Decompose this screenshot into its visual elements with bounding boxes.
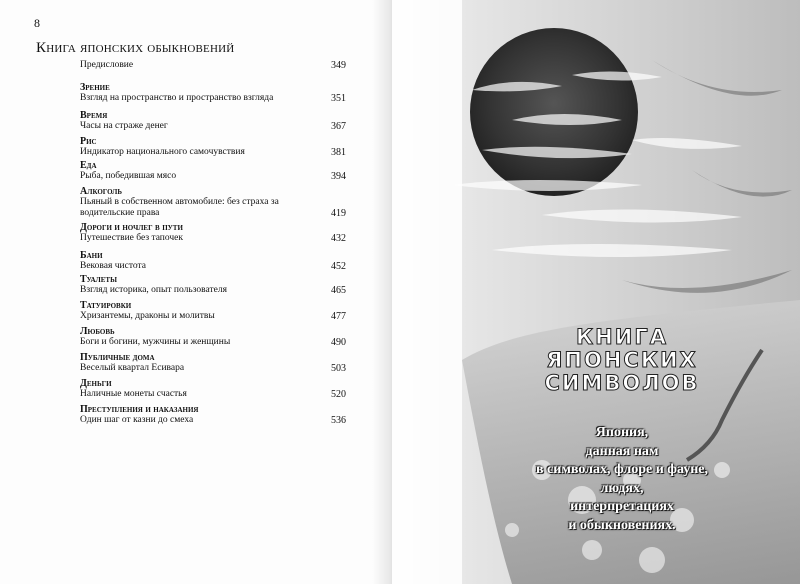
toc-page-number: 520 <box>331 389 346 400</box>
cover-subtitle-line: данная нам <box>585 443 659 459</box>
cover-subtitle-line: интерпретациях <box>570 499 674 514</box>
toc-page-number: 452 <box>331 261 346 272</box>
toc-section-subtitle: Веселый квартал Есивара <box>80 363 185 373</box>
toc-section-subtitle: Пьяный в собственном автомобиле: без страха за водительские права <box>80 197 279 218</box>
toc-page-number: 394 <box>331 171 346 182</box>
toc-page-number: 432 <box>331 233 346 244</box>
page-number: 8 <box>34 16 40 30</box>
toc-section-subtitle: Наличные монеты счастья <box>80 389 187 399</box>
cover-title-line: ЯПОНСКИХ <box>546 348 698 372</box>
toc-entry <box>80 160 346 182</box>
toc-page-number: 381 <box>331 147 346 158</box>
toc-section-subtitle: Путешествие без тапочек <box>80 233 184 243</box>
toc-entry <box>80 222 346 244</box>
toc-page-number: 503 <box>331 363 346 374</box>
toc-section-subtitle: Часы на страже денег <box>80 121 168 131</box>
toc-section-subtitle: Индикатор национального самочувствия <box>80 147 245 157</box>
cover-title-line: СИМВОЛОВ <box>544 371 700 395</box>
toc-section-heading: Любовь <box>80 326 115 337</box>
toc-entry <box>80 250 346 272</box>
toc-page-number: 419 <box>331 208 346 219</box>
moon-shape <box>470 28 638 196</box>
toc-entry <box>80 136 346 158</box>
toc-section-heading: Бани <box>80 250 103 261</box>
toc-section-heading: Дороги и ночлег в пути <box>80 222 183 233</box>
toc-section-heading: Туалеты <box>80 274 117 285</box>
right-page-cover-art <box>392 0 800 584</box>
toc-section-heading: Алкоголь <box>80 186 123 197</box>
toc-section-subtitle: Хризантемы, драконы и молитвы <box>80 311 215 321</box>
toc-section-heading: Еда <box>80 160 97 171</box>
toc-entry <box>80 60 346 71</box>
toc-page-number: 367 <box>331 121 346 132</box>
toc-entry <box>80 378 346 400</box>
cover-title <box>502 326 742 395</box>
toc-section-subtitle: Рыба, победившая мясо <box>80 171 177 181</box>
toc-entry <box>80 326 346 348</box>
cover-subtitle-line: Япония, <box>595 425 649 440</box>
toc-section-subtitle: Один шаг от казни до смеха <box>80 415 194 425</box>
contents-title: Книга японских обыкновений <box>36 40 235 56</box>
toc-entry <box>80 404 346 426</box>
toc-page-number: 351 <box>331 93 346 104</box>
toc-page-number: 349 <box>331 60 346 71</box>
toc-entry <box>80 186 346 219</box>
toc-section-heading: Преступления и наказания <box>80 404 199 415</box>
toc-entry <box>80 82 346 104</box>
cover-subtitle-line: и обыкновениях. <box>568 517 676 533</box>
toc-section-subtitle: Боги и богини, мужчины и женщины <box>80 337 231 347</box>
toc-section-subtitle: Взгляд историка, опыт пользователя <box>80 285 227 295</box>
toc-section-subtitle: Предисловие <box>80 60 134 70</box>
toc-section-heading: Зрение <box>80 82 110 93</box>
toc-section-heading: Время <box>80 110 108 121</box>
toc-page-number: 490 <box>331 337 346 348</box>
toc-entry <box>80 274 346 296</box>
toc-entry <box>80 300 346 322</box>
toc-section-heading: Публичные дома <box>80 352 155 363</box>
cover-subtitle-line: людях, <box>600 480 644 496</box>
cover-title-line: КНИГА <box>576 325 668 349</box>
toc-section-heading: Деньги <box>80 378 112 389</box>
cover-subtitle <box>500 424 744 535</box>
cover-subtitle-line: в символах, флоре и фауне, <box>535 462 709 477</box>
toc-page-number: 465 <box>331 285 346 296</box>
toc-section-subtitle: Взгляд на пространство и пространство взгляда <box>80 93 274 103</box>
toc-page-number: 477 <box>331 311 346 322</box>
toc-section-heading: Татуировки <box>80 300 132 311</box>
toc-section-heading: Рис <box>80 136 97 147</box>
toc-section-subtitle: Вековая чистота <box>80 261 146 271</box>
left-page-contents <box>0 0 392 584</box>
toc-page-number: 536 <box>331 415 346 426</box>
toc-entry <box>80 352 346 374</box>
toc-entry <box>80 110 346 132</box>
